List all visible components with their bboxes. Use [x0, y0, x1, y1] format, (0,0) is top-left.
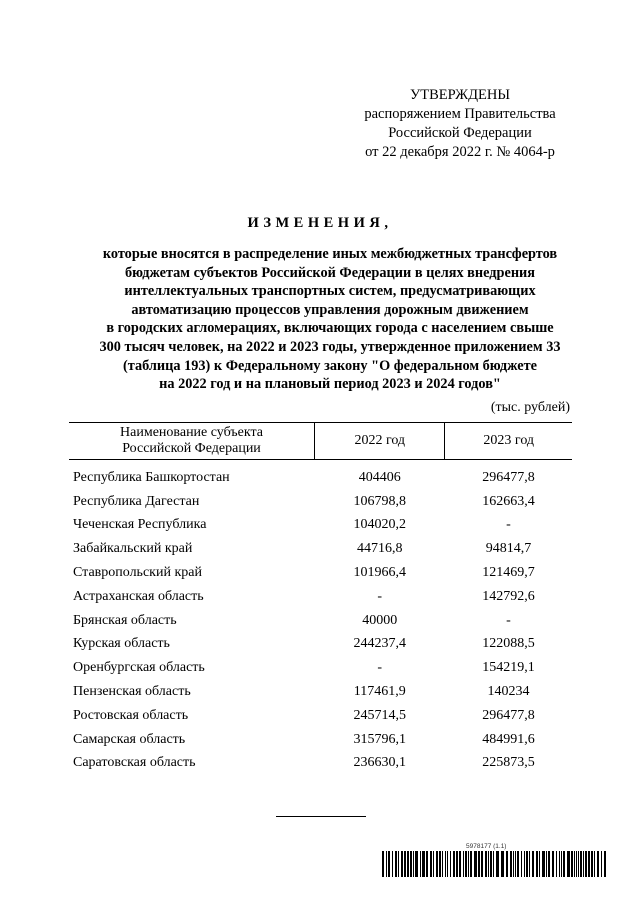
barcode-bar: [536, 851, 538, 877]
barcode-bar: [470, 851, 472, 877]
barcode-bar: [580, 851, 582, 877]
subtitle-line: 300 тысяч человек, на 2022 и 2023 годы, утвержденное приложением 33: [99, 338, 561, 355]
region-name-cell: Республика Башкортостан: [73, 469, 230, 485]
value-2023-cell: 121469,7: [482, 565, 535, 581]
barcode-bar: [426, 851, 428, 877]
table-row: [69, 514, 572, 538]
subtitle-line: бюджетам субъектов Российской Федерации в целях внедрения: [124, 264, 536, 281]
barcode-bar: [591, 851, 593, 877]
barcode-bar: [382, 851, 384, 877]
barcode-bar: [578, 851, 579, 877]
subtitle-line: в городских агломерациях, включающих города с населением свыше: [106, 320, 554, 337]
barcode-bar: [433, 851, 434, 877]
value-2022-cell: 315796,1: [353, 731, 406, 747]
barcode-bar: [465, 851, 467, 877]
barcode-bar: [513, 851, 514, 877]
barcode-bar: [456, 851, 458, 877]
barcode-bar: [407, 851, 409, 877]
barcode-bar: [561, 851, 562, 877]
table-row: [69, 728, 572, 752]
value-2023-cell: 154219,1: [482, 660, 535, 676]
table-row: [69, 460, 572, 490]
barcode-bar: [430, 851, 432, 877]
table-row: [69, 633, 572, 657]
barcode-bar: [583, 851, 584, 877]
barcode-bar: [506, 851, 508, 877]
barcode-bar: [521, 851, 522, 877]
table-header-row: [69, 423, 572, 460]
value-2022-cell: 236630,1: [353, 755, 406, 771]
barcode-bar: [439, 851, 441, 877]
region-name-cell: Республика Дагестан: [73, 493, 200, 509]
barcode-bar: [490, 851, 492, 877]
barcode-label: 5978177 (1.1): [466, 843, 507, 850]
barcode-bar: [571, 851, 573, 877]
approval-issuer: распоряжением Правительства: [364, 106, 556, 122]
value-2022-cell: 40000: [362, 612, 398, 628]
value-2022-cell: -: [377, 588, 383, 604]
value-2022-cell: 44716,8: [357, 541, 403, 557]
barcode-bar: [388, 851, 390, 877]
value-2022-cell: 404406: [358, 469, 401, 485]
region-name-cell: Ставропольский край: [73, 565, 202, 581]
value-2023-cell: 484991,6: [482, 731, 535, 747]
table-row: [69, 537, 572, 561]
barcode-bar: [395, 851, 397, 877]
region-name-cell: Брянская область: [73, 612, 177, 628]
barcode-bar: [468, 851, 469, 877]
barcode-bar: [524, 851, 525, 877]
barcode-bar: [488, 851, 489, 877]
barcode-bar: [601, 851, 602, 877]
approval-date-number: от 22 декабря 2022 г. № 4064-р: [365, 144, 555, 160]
barcode-bar: [459, 851, 461, 877]
subtitle-line: автоматизацию процессов управления дорожным движением: [131, 301, 529, 318]
barcode-bar: [474, 851, 477, 877]
region-name-cell: Чеченская Республика: [73, 517, 207, 533]
barcode-bar: [563, 851, 565, 877]
subtitle-line: (таблица 193) к Федеральному закону "О федеральном бюджете: [122, 357, 538, 374]
value-2023-cell: 122088,5: [482, 636, 535, 652]
barcode-bar: [526, 851, 528, 877]
table-row: [69, 680, 572, 704]
barcode-bar: [604, 851, 606, 877]
barcode-bar: [559, 851, 560, 877]
approval-title: УТВЕРЖДЕНЫ: [409, 87, 511, 103]
barcode-bar: [574, 851, 575, 877]
barcode-bar: [515, 851, 516, 877]
barcode-bar: [420, 851, 421, 877]
barcode-bar: [493, 851, 494, 877]
barcode-bar: [594, 851, 595, 877]
table-row: [69, 561, 572, 585]
barcode-bar: [453, 851, 455, 877]
value-2023-cell: 225873,5: [482, 755, 535, 771]
barcode-bar: [436, 851, 438, 877]
barcode-bar: [485, 851, 487, 877]
barcode-bar: [413, 851, 414, 877]
barcode-bar: [410, 851, 412, 877]
barcode-bar: [447, 851, 448, 877]
document-heading: ИЗМЕНЕНИЯ,: [247, 215, 393, 231]
barcode-bar: [539, 851, 540, 877]
barcode-bar: [422, 851, 425, 877]
region-name-cell: Самарская область: [73, 731, 186, 747]
header-2023: 2023 год: [445, 423, 572, 460]
header-region: Наименование субъекта Российской Федерации: [69, 423, 315, 460]
value-2022-cell: 104020,2: [353, 517, 406, 533]
barcode-bar: [481, 851, 483, 877]
region-name-cell: Пензенская область: [73, 684, 191, 700]
document-subtitle: [60, 245, 600, 394]
barcode: [382, 851, 610, 877]
barcode-bar: [548, 851, 550, 877]
barcode-bar: [404, 851, 406, 877]
barcode-bar: [546, 851, 547, 877]
value-2022-cell: -: [377, 660, 383, 676]
value-2023-cell: -: [506, 612, 511, 628]
value-2022-cell: 245714,5: [353, 707, 406, 723]
table-row: [69, 585, 572, 609]
barcode-bar: [576, 851, 577, 877]
barcode-bar: [556, 851, 557, 877]
barcode-bar: [532, 851, 534, 877]
value-2023-cell: -: [506, 517, 511, 533]
region-name-cell: Астраханская область: [73, 588, 204, 604]
barcode-bar: [501, 851, 504, 877]
header-2022: 2022 год: [315, 423, 445, 460]
value-2023-cell: 94814,7: [485, 541, 532, 557]
barcode-bar: [478, 851, 480, 877]
approval-block: [330, 86, 590, 162]
region-name-cell: Ростовская область: [73, 707, 189, 723]
region-name-cell: Саратовская область: [73, 755, 196, 771]
table-row: [69, 609, 572, 633]
barcode-bar: [401, 851, 403, 877]
barcode-bar: [463, 851, 464, 877]
barcode-bar: [496, 851, 499, 877]
transfers-table: [69, 422, 572, 775]
barcode-bar: [442, 851, 443, 877]
approval-government: Российской Федерации: [388, 125, 532, 141]
value-2022-cell: 244237,4: [353, 636, 406, 652]
value-2023-cell: 162663,4: [482, 493, 535, 509]
value-2022-cell: 101966,4: [353, 565, 406, 581]
barcode-bar: [529, 851, 530, 877]
barcode-bar: [386, 851, 387, 877]
table-row: [69, 704, 572, 728]
units-label: (тыс. рублей): [490, 400, 570, 415]
table-row: [69, 490, 572, 514]
value-2023-cell: 296477,8: [482, 469, 535, 485]
barcode-bar: [517, 851, 519, 877]
value-2022-cell: 117461,9: [353, 684, 406, 700]
table-row: [69, 752, 572, 776]
barcode-bar: [597, 851, 599, 877]
barcode-bar: [398, 851, 399, 877]
subtitle-line: на 2022 год и на плановый период 2023 и 2024 годов": [159, 376, 501, 393]
barcode-bar: [552, 851, 554, 877]
subtitle-line: которые вносятся в распределение иных межбюджетных трансфертов: [102, 246, 558, 262]
region-name-cell: Курская область: [73, 636, 170, 652]
value-2023-cell: 142792,6: [482, 588, 535, 604]
barcode-bar: [588, 851, 590, 877]
subtitle-line: интеллектуальных транспортных систем, предусматривающих: [124, 283, 536, 300]
region-name-cell: Забайкальский край: [73, 541, 193, 557]
barcode-bar: [585, 851, 587, 877]
barcode-bar: [510, 851, 512, 877]
region-name-cell: Оренбургская область: [73, 660, 205, 676]
table-row: [69, 656, 572, 680]
value-2023-cell: 140234: [487, 684, 530, 700]
barcode-bar: [542, 851, 545, 877]
value-2023-cell: 296477,8: [482, 707, 535, 723]
barcode-bar: [392, 851, 393, 877]
barcode-bar: [450, 851, 451, 877]
separator-line: [276, 816, 366, 817]
value-2022-cell: 106798,8: [353, 493, 406, 509]
barcode-bar: [567, 851, 570, 877]
barcode-bar: [415, 851, 418, 877]
barcode-bar: [445, 851, 446, 877]
